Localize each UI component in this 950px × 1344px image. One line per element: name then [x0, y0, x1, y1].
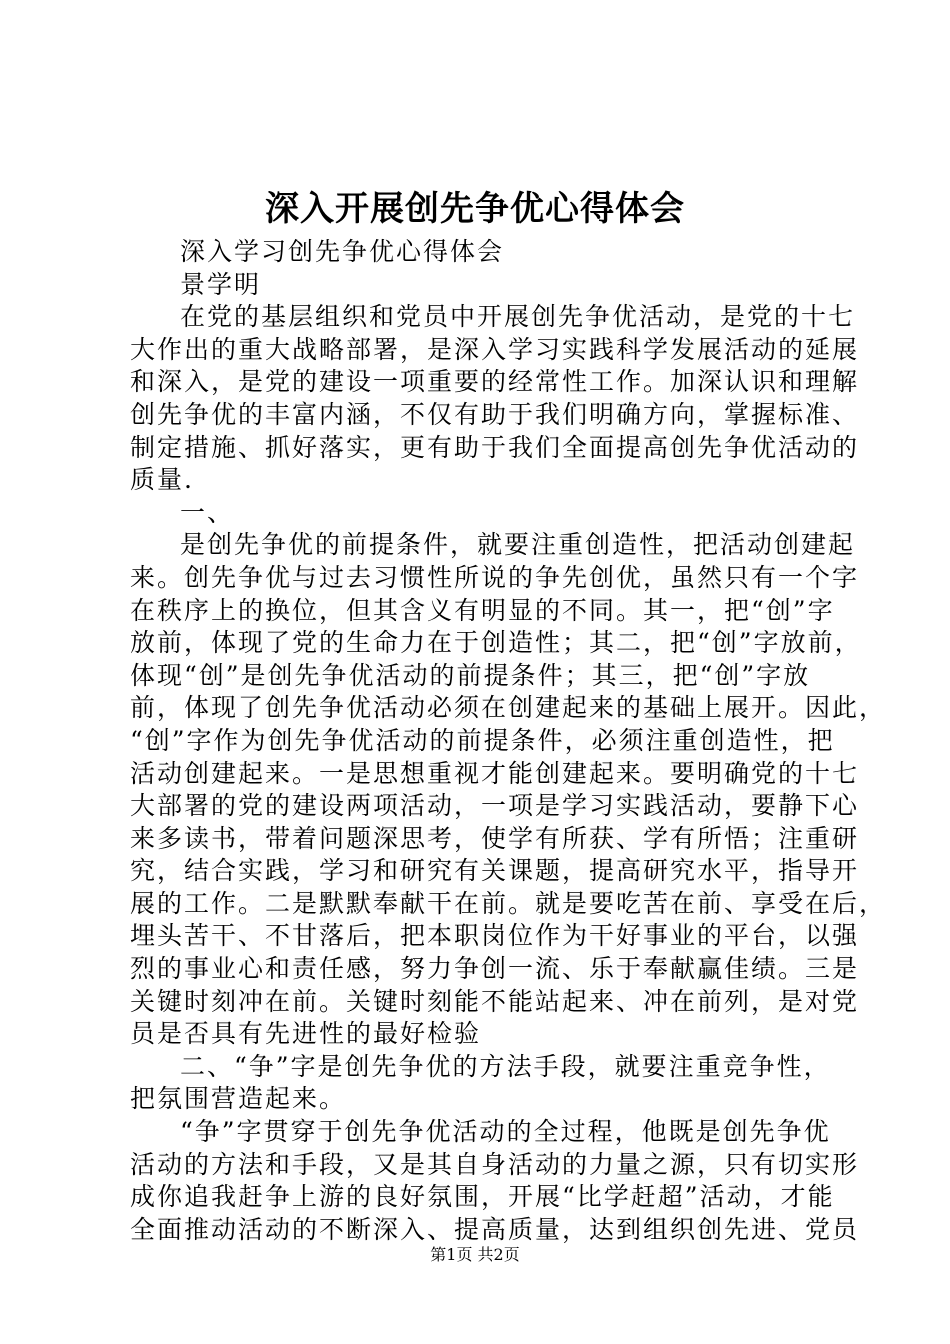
body-line: 是创先争优的前提条件，就要注重创造性，把活动创建起 [180, 530, 856, 560]
body-line: 前，体现了创先争优活动必须在创建起来的基础上展开。因此， [130, 693, 887, 723]
body-line: 把氛围营造起来。 [130, 1084, 347, 1114]
body-line: 活动的方法和手段，又是其自身活动的力量之源，只有切实形 [130, 1149, 860, 1179]
body-line: 来多读书，带着问题深思考，使学有所获、学有所悟；注重研 [130, 823, 860, 853]
body-line: 关键时刻冲在前。关键时刻能不能站起来、冲在前列，是对党 [130, 986, 860, 1016]
body-line: 在党的基层组织和党员中开展创先争优活动，是党的十七 [180, 302, 856, 332]
body-line: 员是否具有先进性的最好检验 [130, 1019, 482, 1049]
body-line: 全面推动活动的不断深入、提高质量，达到组织创先进、党员 [130, 1214, 860, 1244]
body-line: 体现“创”是创先争优活动的前提条件；其三，把“创”字放 [130, 660, 811, 690]
body-line: 究，结合实践，学习和研究有关课题，提高研究水平，指导开 [130, 856, 860, 886]
body-line: 二、“争”字是创先争优的方法手段，就要注重竞争性， [180, 1051, 831, 1081]
body-line: 一、 [180, 497, 235, 527]
body-line: “创”字作为创先争优活动的前提条件，必须注重创造性，把 [130, 725, 835, 755]
body-line: 活动创建起来。一是思想重视才能创建起来。要明确党的十七 [130, 758, 860, 788]
body-line: 深入学习创先争优心得体会 [180, 237, 505, 266]
document-title: 深入开展创先争优心得体会 [265, 189, 685, 229]
body-line: 展的工作。二是默默奉献干在前。就是要吃苦在前、享受在后， [130, 888, 887, 918]
body-line: 在秩序上的换位，但其含义有明显的不同。其一，把“创”字 [130, 595, 835, 625]
page-footer: 第1页 共2页 [430, 1245, 520, 1264]
body-line: 制定措施、抓好落实，更有助于我们全面提高创先争优活动的 [130, 432, 860, 462]
body-line: “争”字贯穿于创先争优活动的全过程，他既是创先争优 [180, 1117, 831, 1147]
document-body [130, 236, 887, 1246]
body-line: 景学明 [180, 269, 262, 299]
body-line: 来。创先争优与过去习惯性所说的争先创优，虽然只有一个字 [130, 562, 860, 592]
body-line: 成你追我赶争上游的良好氛围，开展“比学赶超”活动，才能 [130, 1182, 835, 1212]
body-line: 埋头苦干、不甘落后，把本职岗位作为干好事业的平台，以强 [130, 921, 860, 951]
body-line: 创先争优的丰富内涵，不仅有助于我们明确方向，掌握标准、 [130, 399, 860, 429]
body-line: 和深入，是党的建设一项重要的经常性工作。加深认识和理解 [130, 367, 860, 397]
body-line: 质量. [130, 465, 194, 495]
body-line: 大部署的党的建设两项活动，一项是学习实践活动，要静下心 [130, 791, 860, 821]
body-line: 烈的事业心和责任感，努力争创一流、乐于奉献赢佳绩。三是 [130, 954, 860, 984]
body-line: 大作出的重大战略部署，是深入学习实践科学发展活动的延展 [130, 334, 860, 364]
body-line: 放前，体现了党的生命力在于创造性；其二，把“创”字放前， [130, 628, 862, 658]
